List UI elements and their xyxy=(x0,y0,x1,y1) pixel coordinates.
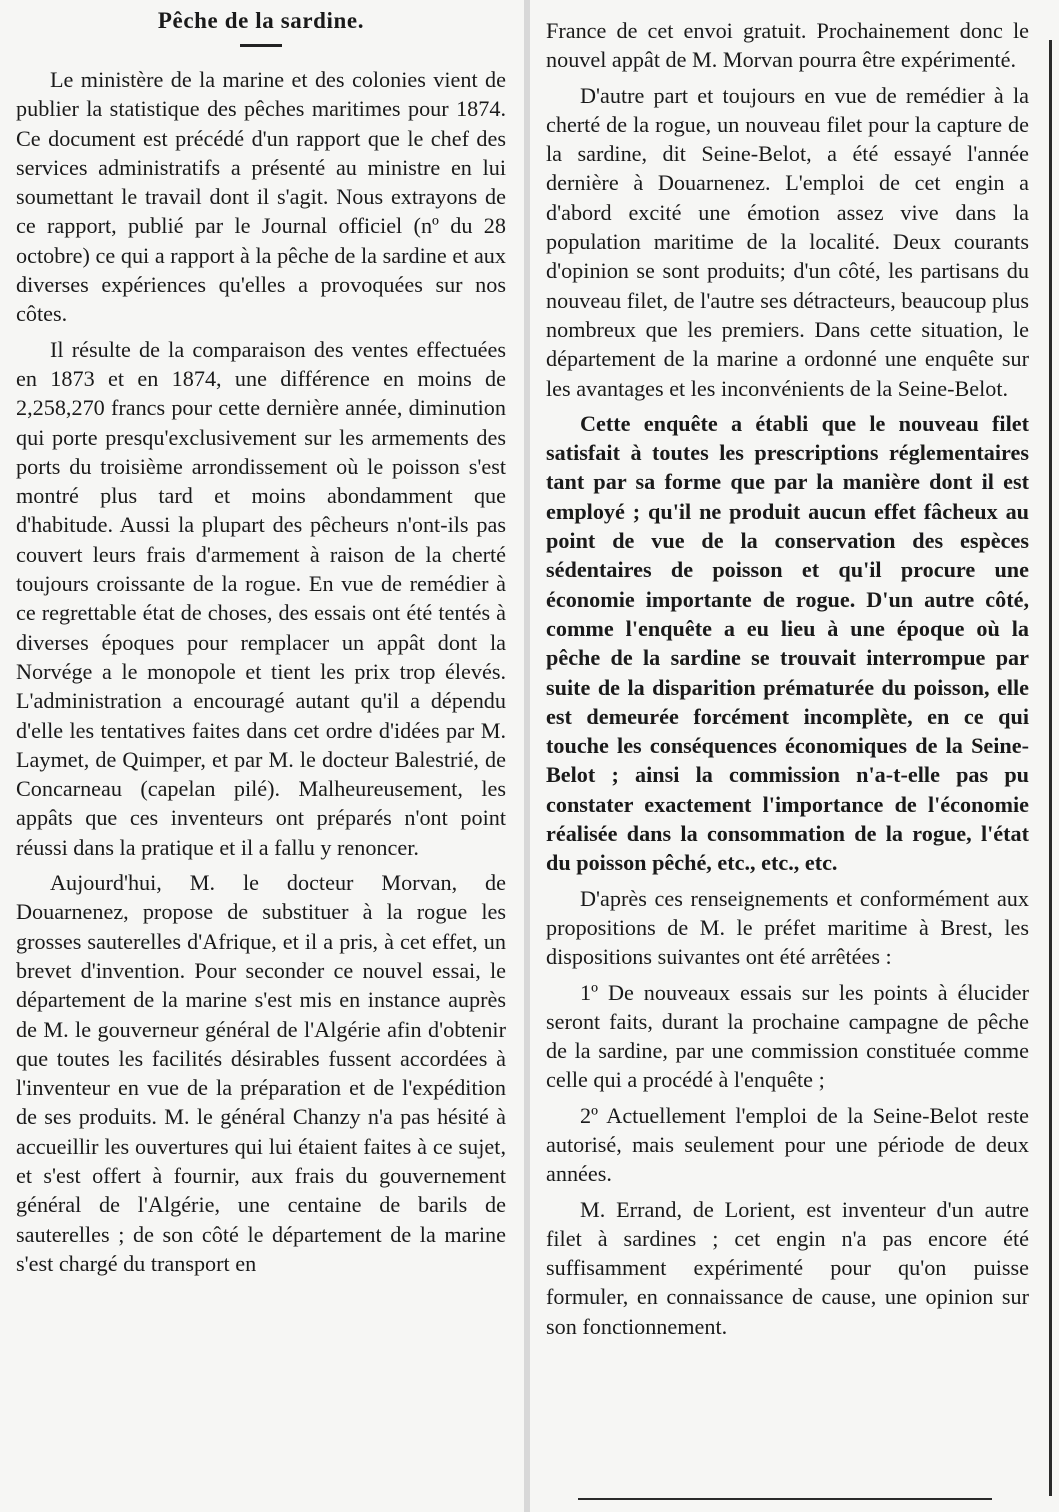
paragraph-item-2: 2º Actuellement l'emploi de la Seine-Belot reste autorisé, mais seulement pour une période de deux années. xyxy=(546,1102,1029,1187)
article-end-rule xyxy=(578,1498,992,1500)
paragraph-dispositions: D'après ces renseignements et conformément aux propositions de M. le préfet maritime à Brest, les dispositions suivantes ont été arrêtées : xyxy=(546,885,1029,970)
paragraph-comparison: Il résulte de la comparaison des ventes effectuées en 1873 et en 1874, une différence en moins de 2,258,270 francs pour cette dernière année, diminution qui porte presqu'exclusivement sur les armements des ports du troisième arrondissement où le poisson s'est montré plus tard et moins abondamment que d'habitude. Aussi la plupart des pêcheurs n'ont-ils pas couvert leurs frais d'armement à raison de la cherté toujours croissante de la rogue. En vue de remédier à ce regrettable état de choses, des essais ont été tentés à diverses époques pour remplacer un appât dont la Norvége a le monopole et tient les prix trop élevés. L'administration a encouragé autant qu'il a dépendu d'elle les tentatives faites dans cet ordre d'idées par M. Laymet, de Quimper, et par M. le docteur Balestrié, de Concarneau (capelan pilé). Malheureusement, les appâts que ces inventeurs ont préparés n'ont point réussi dans la pratique et il a fallu y renoncer. xyxy=(16,336,506,860)
column-edge-rule xyxy=(1049,40,1052,1496)
paragraph-item-1: 1º De nouveaux essais sur les points à élucider seront faits, durant la prochaine campagne de pêche de la sardine, par une commission constituée comme celle qui a procédé à l'enquête ; xyxy=(546,979,1029,1093)
paragraph-morvan: Aujourd'hui, M. le docteur Morvan, de Douarnenez, propose de substituer à la rogue les grosses sauterelles d'Afrique, et il a pris, à cet effet, un brevet d'invention. Pour seconder ce nouvel essai, le département de la marine s'est mis en instance auprès de M. le gouverneur général de l'Algérie afin d'obtenir que toutes les facilités désirables fussent accordées à l'inventeur en vue de la préparation et de l'expédition de ses produits. M. le général Chanzy n'a pas hésité à accueillir les ouvertures qui lui étaient faites à ce sujet, et s'est offert à fournir, aux frais du gouvernement général de l'Algérie, une centaine de barils de sauterelles ; de son côté le département de la marine s'est chargé du transport en xyxy=(16,870,506,1276)
paragraph-intro: Le ministère de la marine et des colonies vient de publier la statistique des pêches maritimes pour 1874. Ce document est précédé d'un rapport que le chef des services administratifs a présenté au ministre en lui soumettant le travail dont il s'agit. Nous extrayons de ce rapport, publié par le Journal officiel (nº du 28 octobre) ce qui a rapport à la pêche de la sardine et aux diverses expériences qu'elles a provoquées sur nos côtes. xyxy=(16,67,506,327)
title-separator xyxy=(240,44,282,47)
left-column xyxy=(0,0,524,1512)
paragraph-seine-belot: D'autre part et toujours en vue de remédier à la cherté de la rogue, un nouveau filet pour la capture de la sardine, dit Seine-Belot, a été essayé l'année dernière à Douarnenez. L'emploi de cet engin a d'abord excité une émotion assez vive dans la population maritime de la localité. Deux courants d'opinion se sont produits; d'un côté, les partisans du nouveau filet, de l'autre ses détracteurs, beaucoup plus nombreux que les premiers. Dans cette situation, le département de la marine a ordonné une enquête sur les avantages et les inconvénients de la Seine-Belot. xyxy=(546,82,1029,401)
paragraph-errand: M. Errand, de Lorient, est inventeur d'un autre filet à sardines ; cet engin n'a pas encore été suffisamment expérimenté pour qu'on puisse formuler, en connaissance de cause, une opinion sur son fonctionnement. xyxy=(546,1196,1029,1339)
article-title: Pêche de la sardine. xyxy=(157,8,365,33)
right-column xyxy=(530,0,1059,1512)
paragraph-continuation: France de cet envoi gratuit. Prochainement donc le nouvel appât de M. Morvan pourra être expérimenté. xyxy=(546,18,1029,73)
paragraph-enquete: Cette enquête a établi que le nouveau filet satisfait à toutes les prescriptions réglementaires tant par sa forme que par la manière dont il est employé ; qu'il ne produit aucun effet fâcheux au point de vue de la conservation des espèces sédentaires de poisson et qu'il procure une économie importante de rogue. D'un autre côté, comme l'enquête a eu lieu à une époque où la pêche de la sardine se trouvait interrompue par suite de la disparition prématurée du poisson, elle est demeurée forcément incomplète, en ce qui touche les conséquences économiques de la Seine-Belot ; ainsi la commission n'a-t-elle pas pu constater exactement l'importance de l'économie réalisée dans la consommation de la rogue, l'état du poisson pêché, etc., etc., etc. xyxy=(546,410,1029,876)
